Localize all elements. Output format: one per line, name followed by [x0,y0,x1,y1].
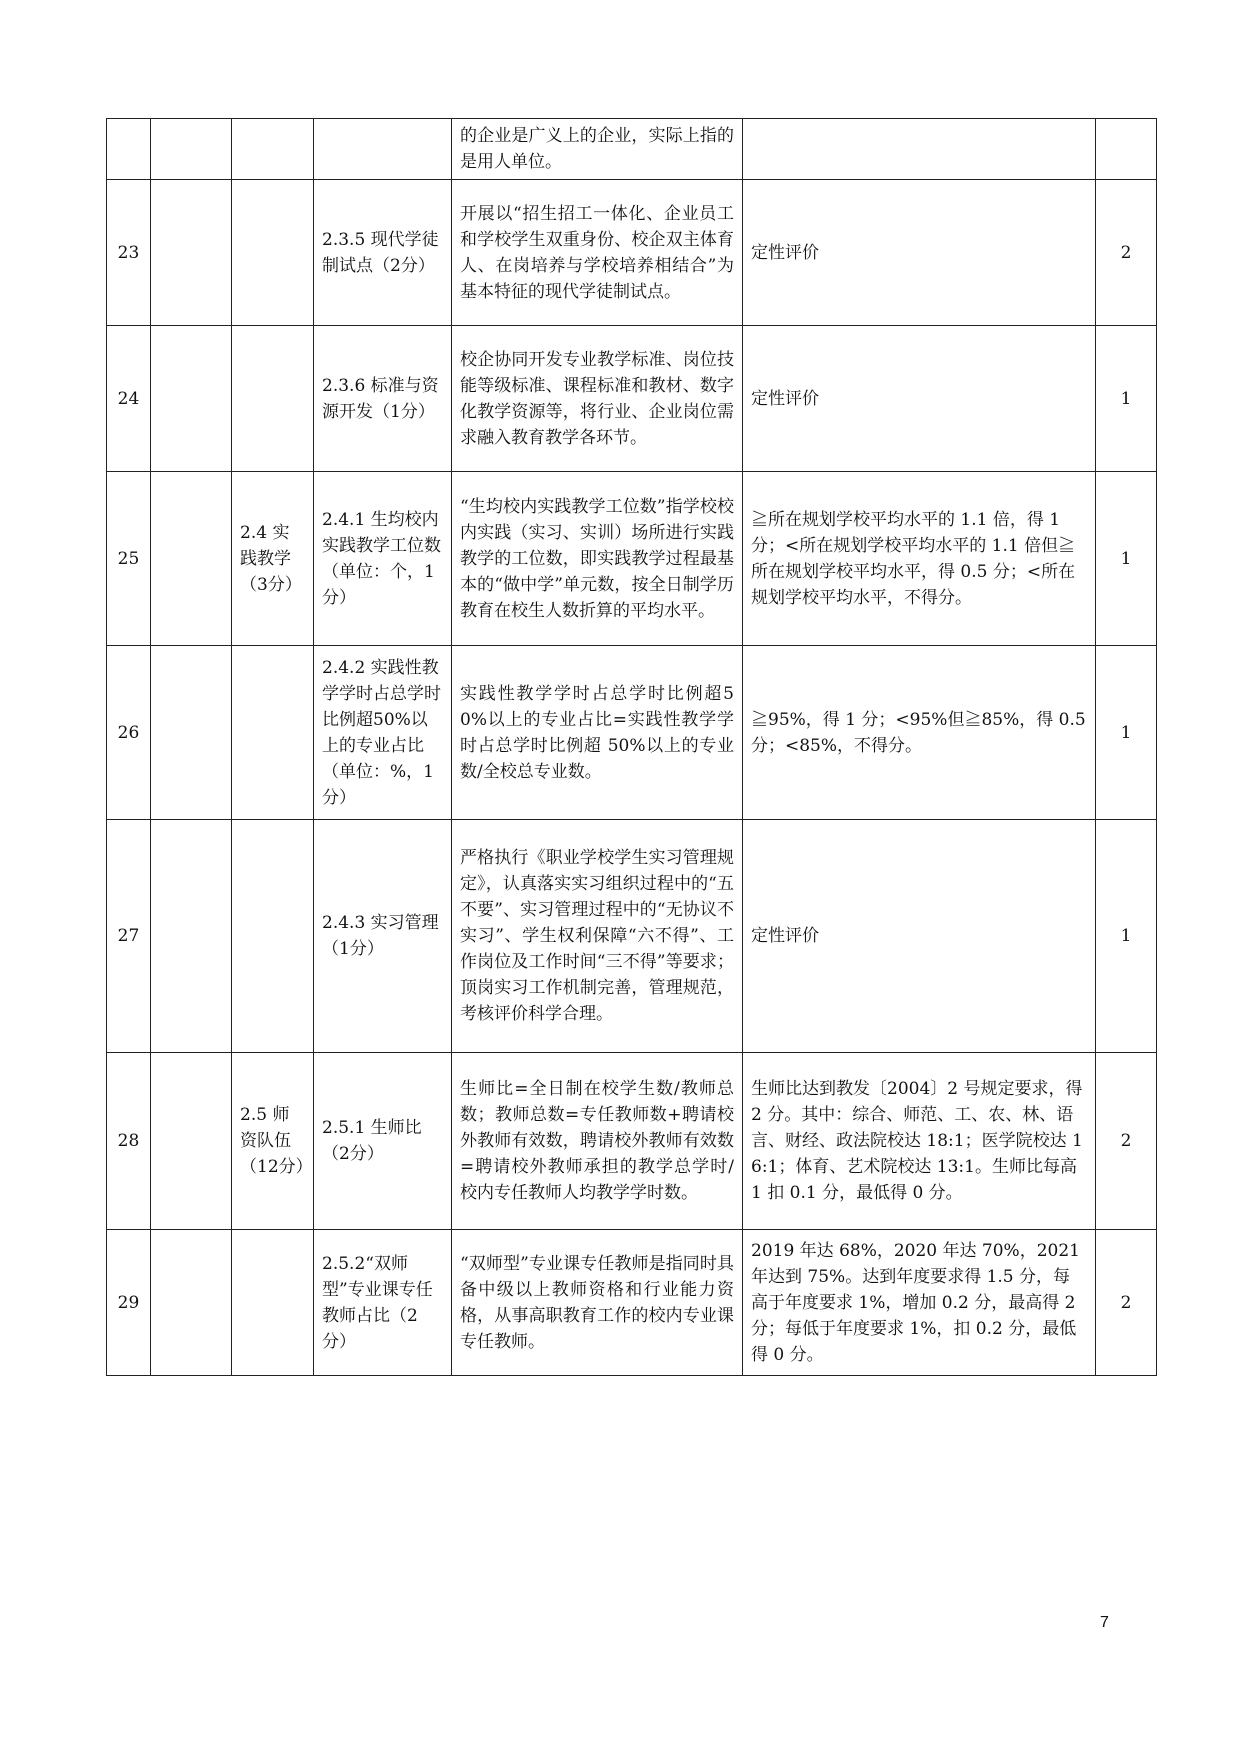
table-row [107,1230,1157,1376]
cell-level3: 2.5.1 生师比（2分） [314,1053,452,1230]
table-row [107,119,1157,180]
cell-score: 2 [1096,1230,1157,1376]
cell-number: 27 [107,820,151,1053]
cell-level1 [151,820,232,1053]
cell-level3: 2.3.6 标准与资源开发（1分） [314,326,452,472]
cell-score: 2 [1096,180,1157,326]
cell-definition: “生均校内实践教学工位数”指学校校内实践（实习、实训）场所进行实践教学的工位数，即实践教学过程最基本的“做中学”单元数，按全日制学历教育在校生人数折算的平均水平。 [452,472,743,646]
cell-level2: 2.4 实践教学（3分） [232,472,314,646]
table-row [107,1053,1157,1230]
indicator-table [106,118,1157,1376]
table-row [107,472,1157,646]
cell-score: 1 [1096,326,1157,472]
table-row [107,326,1157,472]
cell-level2: 2.5 师资队伍（12分） [232,1053,314,1230]
cell-level3: 2.5.2“双师型”专业课专任教师占比（2分） [314,1230,452,1376]
cell-level1 [151,472,232,646]
table-row [107,820,1157,1053]
cell-number: 24 [107,326,151,472]
cell-level1 [151,119,232,180]
cell-level3: 2.4.3 实习管理（1分） [314,820,452,1053]
cell-definition: 实践性教学学时占总学时比例超50%以上的专业占比=实践性教学学时占总学时比例超 50%以上的专业数/全校总专业数。 [452,646,743,820]
cell-level2 [232,820,314,1053]
cell-number [107,119,151,180]
cell-number: 25 [107,472,151,646]
cell-number: 26 [107,646,151,820]
table-row [107,646,1157,820]
cell-standard: ≧所在规划学校平均水平的 1.1 倍，得 1 分；<所在规划学校平均水平的 1.1 倍但≧所在规划学校平均水平，得 0.5 分；<所在规划学校平均水平，不得分。 [743,472,1096,646]
cell-number: 29 [107,1230,151,1376]
cell-definition: 生师比=全日制在校学生数/教师总数；教师总数=专任教师数+聘请校外教师有效数，聘请校外教师有效数=聘请校外教师承担的教学总学时/校内专任教师人均教学学时数。 [452,1053,743,1230]
cell-level1 [151,180,232,326]
cell-level2 [232,119,314,180]
cell-definition: 开展以“招生招工一体化、企业员工和学校学生双重身份、校企双主体育人、在岗培养与学校培养相结合”为基本特征的现代学徒制试点。 [452,180,743,326]
cell-number: 23 [107,180,151,326]
cell-definition: 校企协同开发专业教学标准、岗位技能等级标准、课程标准和教材、数字化教学资源等，将行业、企业岗位需求融入教育教学各环节。 [452,326,743,472]
cell-level1 [151,646,232,820]
cell-definition: “双师型”专业课专任教师是指同时具备中级以上教师资格和行业能力资格，从事高职教育工作的校内专业课专任教师。 [452,1230,743,1376]
cell-standard: 2019 年达 68%，2020 年达 70%，2021 年达到 75%。达到年度要求得 1.5 分，每高于年度要求 1%，增加 0.2 分，最高得 2 分；每低于年度要求 1%，扣 0.2 分，最低得 0 分。 [743,1230,1096,1376]
table-body [107,119,1157,1376]
cell-number: 28 [107,1053,151,1230]
cell-level1 [151,1230,232,1376]
cell-definition: 严格执行《职业学校学生实习管理规定》，认真落实实习组织过程中的“五不要”、实习管理过程中的“无协议不实习”、学生权利保障“六不得”、工作岗位及工作时间“三不得”等要求；顶岗实习工作机制完善，管理规范，考核评价科学合理。 [452,820,743,1053]
cell-level3: 2.4.1 生均校内实践教学工位数（单位：个，1分） [314,472,452,646]
cell-standard: 定性评价 [743,820,1096,1053]
page-number: 7 [1100,1614,1109,1631]
cell-standard: ≧95%，得 1 分；<95%但≧85%，得 0.5 分；<85%，不得分。 [743,646,1096,820]
cell-level3: 2.4.2 实践性教学学时占总学时比例超50%以上的专业占比（单位：%，1分） [314,646,452,820]
cell-level2 [232,180,314,326]
cell-score: 1 [1096,646,1157,820]
cell-standard: 生师比达到教发〔2004〕2 号规定要求，得 2 分。其中：综合、师范、工、农、林、语言、财经、政法院校达 18:1；医学院校达 16:1；体育、艺术院校达 13:1。生师比每高 1 扣 0.1 分，最低得 0 分。 [743,1053,1096,1230]
cell-level1 [151,326,232,472]
cell-level3: 2.3.5 现代学徒制试点（2分） [314,180,452,326]
cell-standard: 定性评价 [743,326,1096,472]
cell-score [1096,119,1157,180]
cell-score: 1 [1096,472,1157,646]
cell-level2 [232,326,314,472]
cell-definition: 的企业是广义上的企业，实际上指的是用人单位。 [452,119,743,180]
cell-standard: 定性评价 [743,180,1096,326]
cell-level3 [314,119,452,180]
cell-level1 [151,1053,232,1230]
table-row [107,180,1157,326]
cell-standard [743,119,1096,180]
cell-level2 [232,1230,314,1376]
cell-score: 2 [1096,1053,1157,1230]
cell-score: 1 [1096,820,1157,1053]
cell-level2 [232,646,314,820]
